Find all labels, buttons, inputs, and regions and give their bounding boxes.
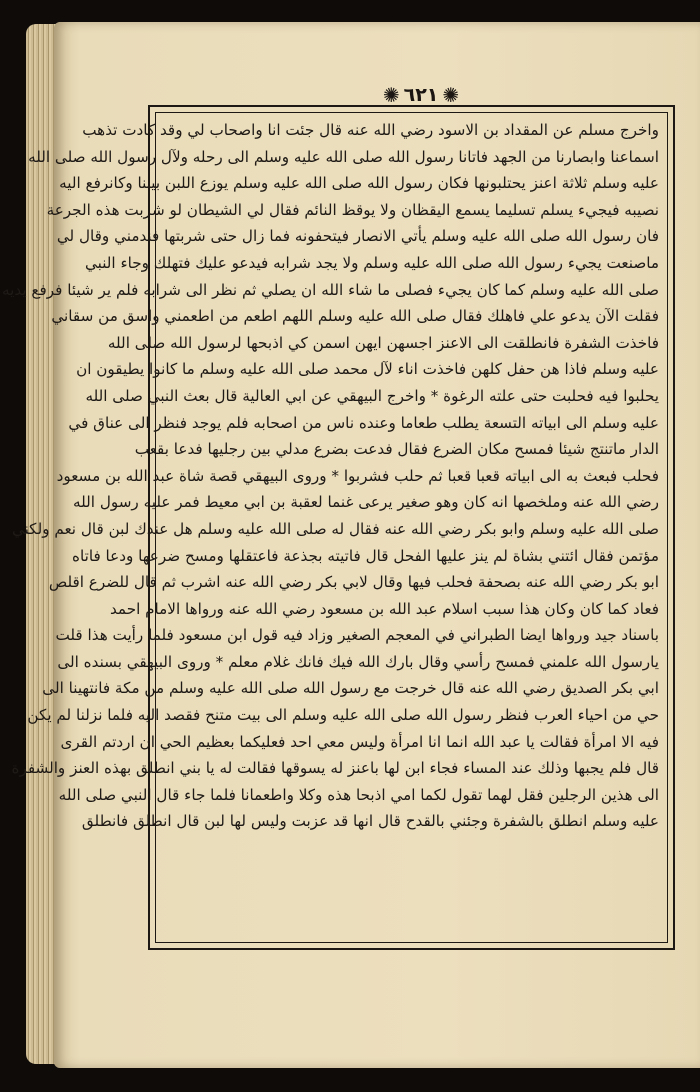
ornament-right-icon: ✺	[442, 83, 460, 107]
text-line-25: قال فلم يجبها وذلك عند المساء فجاء ابن لها باعنز له يسوقها فقالت له يا بني انطلق بهذه العنز والشفرة	[11, 759, 659, 778]
text-frame	[2, 105, 675, 950]
text-line-5: فان رسول الله صلى الله عليه وسلم يأتي الانصار فيتحفونه فما زال حتى شربتها فندمني وقال لي	[56, 227, 659, 246]
text-line-16: صلى الله عليه وسلم وابو بكر رضي الله عنه فقال له صلى الله عليه وسلم هل عندك لبن قال نعم ولكني	[11, 519, 659, 538]
text-line-24: فيه الا امرأة فقالت يا عبد الله انما انا امرأة وليس معي احد فعليكما بعظيم الحي ان اردتم القرى	[60, 732, 659, 751]
text-line-11: يحلبوا فيه فحلبت حتى علته الرغوة * واخرج البيهقي عن ابي العالية قال بعث النبي صلى الله	[85, 386, 659, 405]
text-line-4: نصيبه فيجيء يسلم تسليما يسمع اليقظان ولا يوقظ النائم فقال لي الشيطان لو شربت هذه الجرعة	[46, 200, 659, 219]
text-line-20: باسناد جيد ورواها ايضا الطبراني في المعجم الصغير وزاد فيه قول ابن مسعود فلما رأيت هذا قلت	[55, 626, 659, 645]
text-line-10: عليه وسلم فاذا هن حفل كلهن فاخذت اناء لآل محمد صلى الله عليه وسلم ما كانوا يطيقون ان	[76, 360, 659, 379]
text-line-6: ماصنعت يجيء رسول الله صلى الله عليه وسلم ولا يجد شرابه فيدعو عليك فتهلك وجاء النبي	[84, 253, 659, 272]
text-line-19: فعاد كما كان وكان هذا سبب اسلام عبد الله بن مسعود رضي الله عنه ورواها الامام احمد	[109, 599, 659, 618]
text-line-18: ابو بكر رضي الله عنه بصحفة فحلب فيها وقال لابي بكر رضي الله عنه اشرب ثم قال للضرع اقلص	[48, 573, 659, 592]
text-line-26: الى هذين الرجلين فقل لهما تقول لكما امي اذبحا هذه وكلا واطعمانا فلما جاء قال النبي صلى الله	[58, 785, 659, 804]
text-line-2: اسماعنا وابصارنا من الجهد فاتانا رسول الله صلى الله عليه وسلم الى رحله ولآل رسول الله صلى الله	[28, 147, 659, 166]
page-number: ٦٢١	[403, 84, 439, 106]
text-line-1: واخرج مسلم عن المقداد بن الاسود رضي الله عنه قال جئت انا واصحاب لي وقد كادت تذهب	[82, 121, 659, 139]
text-line-8: فقلت الآن يدعو علي فاهلك فقال صلى الله عليه وسلم اللهم اطعم من اطعمني واسق من سقاني	[51, 307, 659, 326]
text-line-17: مؤتمن فقال ائتني بشاة لم ينز عليها الفحل قال فاتيته بجذعة فاعتقلها ومسح ضرعها ودعا فاتاه	[72, 546, 659, 565]
text-line-14: فحلب فبعث به الى ابياته قعبا قعبا ثم حلب فشربوا * وروى البيهقي قصة شاة عبد الله بن مسعود	[56, 466, 659, 485]
text-line-12: عليه وسلم الى ابياته التسعة يطلب طعاما وعنده ناس من اصحابه فلم يوجد فنظر الى عناق في	[68, 413, 659, 432]
text-line-15: رضي الله عنه وملخصها انه كان وهو صغير يرعى غنما لعقبة بن ابي معيط فمر عليه رسول الله	[72, 493, 659, 512]
text-line-23: حي من احياء العرب فنظر رسول الله صلى الله عليه وسلم الى بيت متنح فقصد اليه فلما نزلنا لم يكن	[27, 706, 659, 725]
text-line-7: صلى الله عليه وسلم كما كان يجيء فصلى ما شاء الله ان يصلي ثم نظر الى شرابه فلم ير شيئا فرفع يديه	[2, 280, 659, 299]
text-block	[2, 117, 659, 938]
text-line-13: الدار ماتنتج شيئا فمسح مكان الضرع فقال فدعت بضرع مدلي بين رجليها فدعا بقعب	[134, 440, 659, 459]
text-line-9: فاخذت الشفرة فانطلقت الى الاعنز اجسهن ايهن اسمن كي اذبحها لرسول الله صلى الله	[107, 333, 659, 352]
text-line-3: عليه وسلم ثلاثة اعنز يحتلبونها فكان رسول الله صلى الله عليه وسلم يوزع اللبن بيننا وكانرفع اليه	[59, 174, 659, 193]
text-line-21: يارسول الله علمني فمسح رأسي وقال بارك الله فيك فانك غلام معلم * وروى البيهقي بسنده الى	[57, 652, 659, 671]
text-line-22: ابي بكر الصديق رضي الله عنه قال خرجت مع رسول الله صلى الله عليه وسلم من مكة فانتهينا الى	[42, 679, 659, 698]
text-line-27: عليه وسلم انطلق بالشفرة وجئني بالقدح قال انها قد عزبت وليس لها لبن قال انطلق فانطلق	[81, 812, 659, 831]
ornament-left-icon: ✺	[382, 83, 400, 107]
